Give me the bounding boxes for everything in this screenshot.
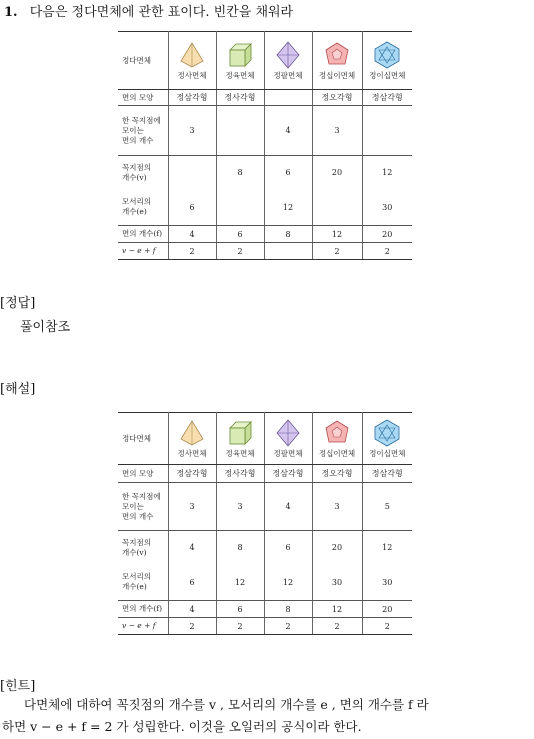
column-name: 정십이면체 (318, 448, 356, 458)
cell-faces: 8 (264, 601, 312, 618)
cube-icon (225, 419, 255, 447)
row-label-line: 모서리의 (122, 572, 151, 582)
cell-face-shape: 정사각형 (216, 465, 264, 483)
column-name: 정팔면체 (273, 70, 303, 80)
solution-table-wrap (118, 412, 412, 635)
row-label-name: 정다면체 (118, 32, 168, 90)
cell-edges: 12 (264, 190, 312, 226)
row-label-line: 모이는 (122, 501, 144, 511)
column-name: 정육면체 (225, 448, 255, 458)
column-name: 정이십면체 (369, 70, 406, 80)
cell-edges: 6 (168, 565, 216, 601)
cell-faces: 4 (168, 601, 216, 618)
row-label-name: 정다면체 (118, 413, 168, 465)
cell-faces: 6 (216, 601, 264, 618)
tetrahedron-icon (177, 41, 207, 69)
cell-face-shape: 정삼각형 (362, 90, 412, 106)
explanation-label: [해설] (0, 382, 36, 397)
cell-faces: 20 (362, 601, 412, 618)
cell-faces: 8 (264, 226, 312, 243)
cell-euler: 2 (264, 618, 312, 635)
cell-vertices: 4 (168, 531, 216, 565)
cell-face-shape: 정오각형 (312, 90, 362, 106)
cell-faces-per-vertex: 3 (216, 483, 264, 531)
cell-vertices: 20 (312, 156, 362, 190)
dodecahedron-icon (322, 41, 352, 69)
octahedron-icon (273, 419, 303, 447)
cell-vertices: 12 (382, 168, 393, 178)
octahedron-icon (273, 41, 303, 69)
row-label-line: 개수(v) (122, 547, 147, 557)
column-tetrahedron (168, 32, 216, 90)
cell-face-shape: 정삼각형 (168, 465, 216, 483)
cell-face-shape: 정삼각형 (264, 465, 312, 483)
row-label-line: 면의 개수 (122, 511, 154, 521)
row-label-faces: 면의 개수(f) (118, 226, 168, 243)
cell-edges: 30 (362, 190, 412, 226)
column-cube (216, 413, 264, 465)
row-label-line: 한 꼭지점에 (122, 491, 161, 501)
cell-edges: 12 (216, 565, 264, 601)
column-name: 정이십면체 (369, 448, 406, 458)
row-label-vertices (118, 531, 168, 565)
cell-faces: 20 (362, 226, 412, 243)
column-dodecahedron (312, 413, 362, 465)
column-octahedron (264, 32, 312, 90)
cell-faces-per-vertex: 3 (312, 106, 362, 156)
cell-face-shape: 정사각형 (216, 90, 264, 106)
column-icosahedron (362, 32, 412, 90)
column-icosahedron (362, 413, 412, 465)
cell-faces-per-vertex: 3 (168, 483, 216, 531)
cell-euler (264, 243, 312, 260)
row-label-edges (118, 190, 168, 226)
cell-vertices (168, 156, 216, 190)
cell-edges: 6 (168, 190, 216, 226)
cell-face-shape: 정삼각형 (362, 465, 412, 483)
row-label-edges (118, 565, 168, 601)
row-label-line: 개수(v) (122, 172, 147, 182)
answer-text: 풀이참조 (20, 320, 71, 335)
question-line (4, 1, 293, 20)
cell-edges (312, 190, 362, 226)
cube-icon (225, 41, 255, 69)
icosahedron-icon (372, 419, 402, 447)
cell-faces-per-vertex (362, 106, 412, 156)
cell-euler: 2 (362, 618, 412, 635)
cell-edges (216, 190, 264, 226)
cell-faces-per-vertex: 4 (264, 483, 312, 531)
row-label-line: 개수(e) (122, 207, 147, 217)
cell-vertices: 12 (382, 543, 393, 553)
cell-vertices: 20 (312, 531, 362, 565)
cell-faces-per-vertex (216, 106, 264, 156)
cell-face-shape: 정삼각형 (168, 90, 216, 106)
cell-euler: 2 (216, 618, 264, 635)
cell-face-shape: 정오각형 (312, 465, 362, 483)
cell-vertices: 6 (264, 156, 312, 190)
column-tetrahedron (168, 413, 216, 465)
cell-vertices: 8 (216, 531, 264, 565)
cell-euler: 2 (362, 243, 412, 260)
row-label-face-shape: 면의 모양 (118, 90, 168, 106)
row-label-line: 한 꼭지점에 (122, 115, 161, 125)
cell-euler: 2 (312, 243, 362, 260)
icosahedron-icon (372, 41, 402, 69)
question-text: 다음은 정다면체에 관한 표이다. 빈칸을 채워라 (29, 5, 294, 20)
cell-euler: 2 (312, 618, 362, 635)
row-label-line: 개수(e) (122, 582, 147, 592)
cell-faces-per-vertex: 4 (264, 106, 312, 156)
cell-vertices: 6 (264, 531, 312, 565)
row-label-faces: 면의 개수(f) (118, 601, 168, 618)
row-label-line: 꼭지점의 (122, 162, 151, 172)
cell-faces: 6 (216, 226, 264, 243)
column-name: 정사면체 (177, 70, 207, 80)
problem-table (118, 31, 412, 260)
hint-label: [힌트] (0, 679, 36, 694)
row-label-vertices (118, 156, 168, 190)
answer-label: [정답] (0, 296, 36, 311)
cell-face-shape (264, 90, 312, 106)
cell-faces-per-vertex: 3 (168, 106, 216, 156)
question-number: 1. (4, 5, 18, 20)
dodecahedron-icon (322, 419, 352, 447)
cell-vertices: 8 (216, 156, 264, 190)
problem-table-wrap (118, 31, 412, 260)
tetrahedron-icon (177, 419, 207, 447)
cell-faces: 12 (312, 601, 362, 618)
cell-faces-per-vertex: 5 (362, 483, 412, 531)
hint-line: 다면체에 대하여 꼭짓점의 개수를 v , 모서리의 개수를 e , 면의 개수를 f 라 (24, 697, 429, 712)
cell-edges: 12 (264, 565, 312, 601)
row-label-line: 꼭지점의 (122, 537, 151, 547)
row-label-euler: v − e + f (118, 243, 168, 260)
column-name: 정사면체 (177, 448, 207, 458)
cell-euler: 2 (216, 243, 264, 260)
hint-line: 하면 v − e + f = 2 가 성립한다. 이것을 오일러의 공식이라 한다. (2, 719, 362, 734)
cell-faces: 12 (312, 226, 362, 243)
cell-euler: 2 (168, 243, 216, 260)
row-label-line: 면의 개수 (122, 135, 154, 145)
cell-faces: 4 (168, 226, 216, 243)
row-label-line: 모이는 (122, 125, 144, 135)
column-dodecahedron (312, 32, 362, 90)
column-cube (216, 32, 264, 90)
column-name: 정육면체 (225, 70, 255, 80)
column-octahedron (264, 413, 312, 465)
cell-faces-per-vertex: 3 (312, 483, 362, 531)
cell-edges: 30 (312, 565, 362, 601)
cell-euler: 2 (168, 618, 216, 635)
row-label-faces-per-vertex (118, 483, 168, 531)
row-label-line: 모서리의 (122, 197, 151, 207)
hint-body (2, 694, 532, 738)
cell-edges: 30 (362, 565, 412, 601)
row-label-face-shape: 면의 모양 (118, 465, 168, 483)
column-name: 정십이면체 (318, 70, 356, 80)
column-name: 정팔면체 (273, 448, 303, 458)
row-label-faces-per-vertex (118, 106, 168, 156)
solution-table (118, 412, 412, 635)
row-label-euler: v − e + f (118, 618, 168, 635)
